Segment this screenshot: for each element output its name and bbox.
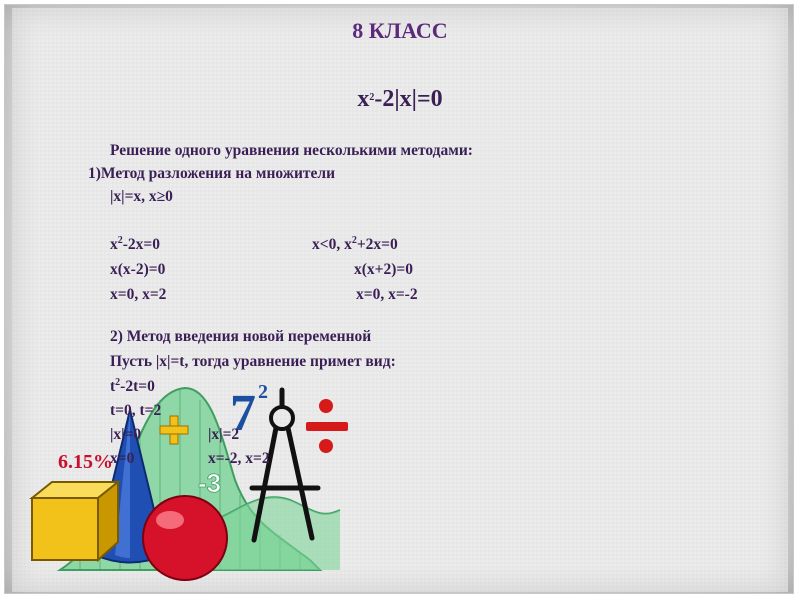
method2-heading: 2) Метод введения новой переменной (110, 328, 372, 345)
minus-three-label: -3 (198, 468, 222, 498)
slide-title: 8 КЛАСС (352, 18, 448, 43)
seven-exponent: 2 (258, 381, 268, 403)
method2-eq-sup: 2 (115, 377, 121, 388)
red-ball-icon (143, 496, 227, 580)
right-line1-a: x<0, x (312, 236, 352, 253)
method2-solution-right: x=-2, x=2 (208, 450, 270, 467)
equation-base: x (357, 86, 370, 112)
method1-right-line2: x(x+2)=0 (354, 261, 413, 278)
equation-exponent: 2 (369, 92, 375, 103)
math-clipart (20, 370, 360, 600)
method2-eq-b: -2t=0 (120, 378, 155, 395)
method2-abs-right: |x|=2 (208, 426, 240, 443)
right-line1-b: +2x=0 (356, 236, 398, 253)
method1-right-line3: x=0, x=-2 (356, 286, 418, 303)
method2-roots: t=0, t=2 (110, 402, 162, 419)
left-line1-sup: 2 (117, 235, 123, 246)
method1-condition: |x|=x, x≥0 (110, 188, 173, 205)
method1-heading: 1)Метод разложения на множители (88, 165, 336, 182)
method2-solution-left: x=0 (110, 450, 135, 467)
main-equation (0, 86, 800, 113)
method1-left-line3: x=0, x=2 (110, 286, 167, 303)
right-line1-sup: 2 (351, 235, 357, 246)
percent-label: 6.15% (58, 451, 113, 473)
left-line1-b: -2x=0 (122, 236, 160, 253)
method1-left-line1 (110, 236, 160, 254)
method2-equation (110, 378, 155, 396)
intro-text: Решение одного уравнения несколькими методами: (110, 142, 473, 159)
divide-sign-icon (306, 399, 348, 453)
method1-left-line2: x(x-2)=0 (110, 261, 166, 278)
yellow-cube-icon (32, 482, 118, 560)
left-line1-a: x (110, 236, 118, 253)
method2-abs-left: |x|=0 (110, 426, 142, 443)
equation-rest: -2|x|=0 (374, 86, 443, 112)
method1-right-line1 (312, 236, 398, 254)
method2-eq-a: t (110, 378, 116, 395)
method2-substitution: Пусть |x|=t, тогда уравнение примет вид: (110, 353, 396, 370)
seven-label: 7 (230, 385, 256, 442)
